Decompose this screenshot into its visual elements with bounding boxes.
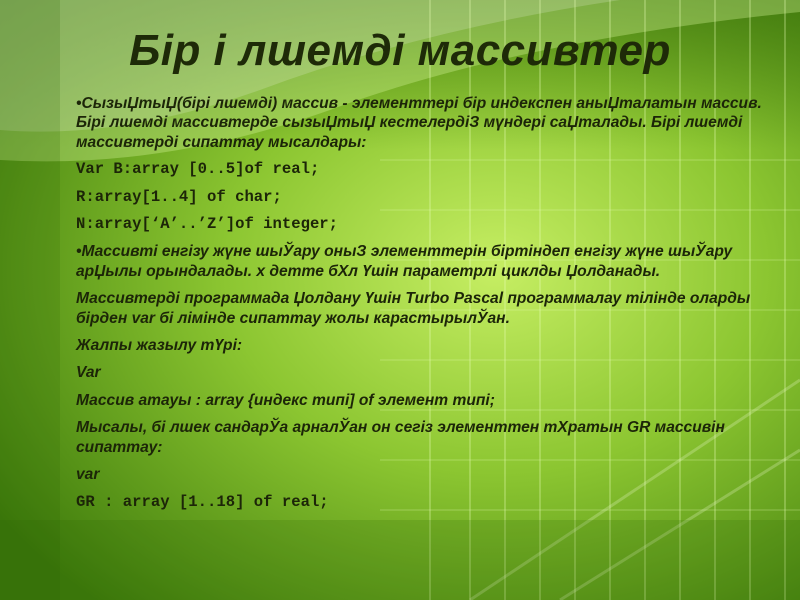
slide-title: Бір і лшемді массивтер xyxy=(129,26,671,75)
paragraph-general-form-label: Жалпы жазылу тҮрі: xyxy=(76,337,243,355)
paragraph-var-keyword-2: var xyxy=(76,466,100,484)
paragraph-var-keyword: Var xyxy=(76,364,101,382)
slide-body xyxy=(62,94,762,520)
paragraph-turbo-pascal: Массивтерді программада Џолдану Үшін Turbo Pascal программалау тілінде оларды бірден var бі лімінде сипаттау жолы карастырылЎан. xyxy=(76,290,751,327)
code-example-4: GR : array [1..18] of real; xyxy=(76,492,329,511)
paragraph-input-output: •Массивті енгізу жүне шыЎару оныЗ элементтерін біртіндеп енгізу жүне шыЎару арЏылы орындалады. х детте бХл Үшін параметрлі циклды Џолданады. xyxy=(76,243,733,280)
paragraph-example-description: Мысалы, бі лшек сандарЎа арналЎан он сегіз элементтен тХратын GR массивін сипаттау: xyxy=(76,419,725,456)
code-example-3: N:array[‘A’..’Z’]of integer; xyxy=(76,215,339,234)
paragraph-definition: •СызыЏтыЏ(бірі лшемді) массив - элементтері бір индекспен аныЏталатын массив. Бірі лшемді массивтерде сызыЏтыЏ кестелердіЗ мүндері саЏталады. Бірі лшемді массивтерді сипаттау мысалдары: xyxy=(76,95,762,151)
code-example-1: Var B:array [0..5]of real; xyxy=(76,160,320,179)
code-example-2: R:array[1..4] of char; xyxy=(76,187,282,206)
paragraph-general-syntax: Массив атауы : array {индекс типі] of элемент типі; xyxy=(76,391,495,409)
